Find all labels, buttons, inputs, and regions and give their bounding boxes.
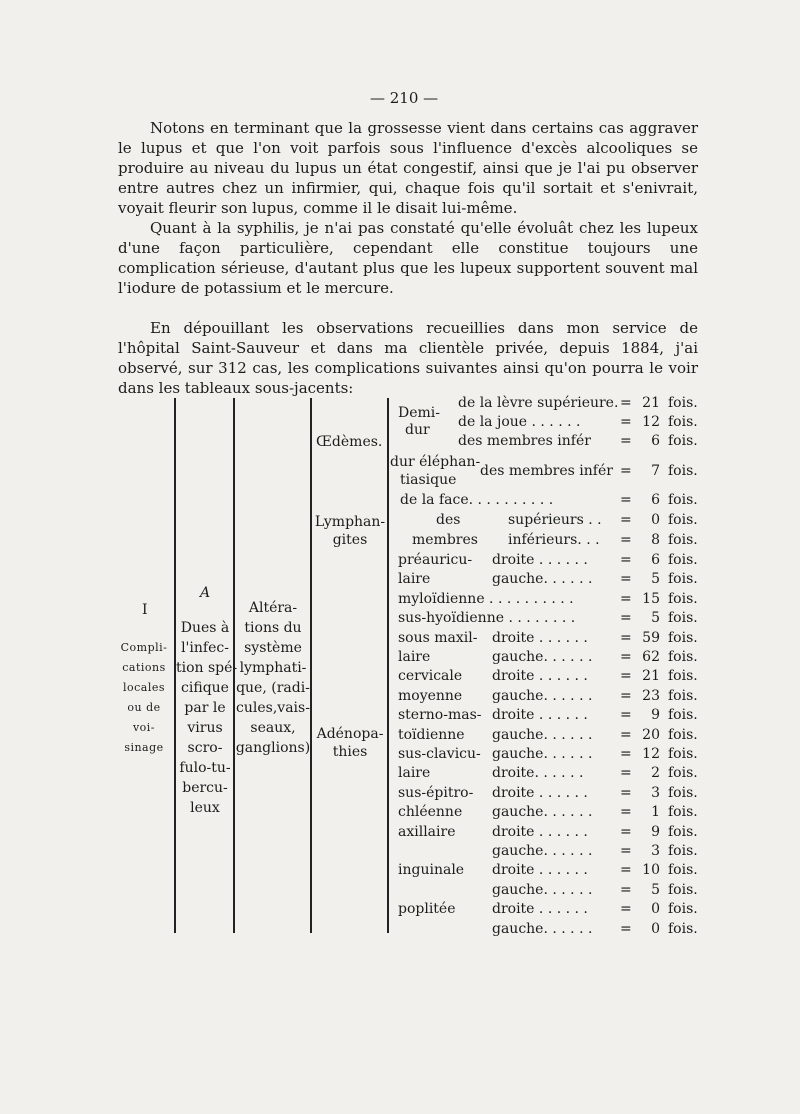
adeno-row-16-equals: =	[620, 843, 632, 859]
adeno-row-19-value: 0	[651, 901, 660, 917]
adeno-row-11-equals: =	[620, 746, 632, 762]
adeno-row-4-value: 5	[651, 610, 660, 626]
adeno-row-7-label: droite . . . . . .	[492, 668, 588, 684]
paragraph-1: Notons en terminant que la grossesse vient dans certains cas aggraver le lupus et que l'on voit parfois sous l'influence d'excès alcooliques se produire au niveau du lupus un état congestif, ainsi que je l'ai pu observer entre autres chez un infirmier, qui, chaque fois qu'il sortait et s'enivrait, voyait fleurir son lupus, comme il le disait lui-même.	[118, 119, 698, 217]
adeno-row-5-label: droite . . . . . .	[492, 630, 588, 646]
adeno-row-17-group: inguinale	[398, 862, 465, 878]
col3-line6: cules,vais-	[236, 700, 310, 716]
adeno-row-11-label: gauche. . . . . .	[492, 746, 593, 762]
lymph-row-3-fois: fois.	[668, 532, 698, 548]
oedemes-row-2-fois: fois.	[668, 414, 698, 430]
col2-line3: tion spé-	[176, 660, 238, 676]
adeno-row-13-value: 3	[651, 785, 660, 801]
oedemes-dur-1: dur éléphan-	[390, 454, 481, 470]
col2-line4: cifique	[181, 680, 229, 696]
adenopathies-label-1: Adénopa-	[316, 726, 384, 742]
col1-line2: cations	[122, 661, 166, 674]
adeno-row-3-fois: fois.	[668, 591, 698, 607]
adeno-row-20-fois: fois.	[668, 921, 698, 937]
adeno-row-15-label: droite . . . . . .	[492, 824, 588, 840]
oedemes-row-1-value: 21	[642, 395, 660, 411]
oedemes-row-2-equals: =	[620, 414, 632, 430]
lymph-row-1-value: 6	[651, 492, 660, 508]
adeno-row-11-group: sus-clavicu-	[398, 746, 481, 762]
lymph-row-1-fois: fois.	[668, 492, 698, 508]
adeno-row-9-label: droite . . . . . .	[492, 707, 588, 723]
adeno-row-12-fois: fois.	[668, 765, 698, 781]
adeno-row-12-equals: =	[620, 765, 632, 781]
adeno-row-3-label: myloïdienne . . . . . . . . . .	[398, 591, 574, 607]
adeno-row-10-value: 20	[642, 727, 660, 743]
col2-line7: scro-	[187, 740, 223, 756]
adeno-row-9-equals: =	[620, 707, 632, 723]
col2-line10: leux	[190, 800, 220, 816]
adeno-row-6-value: 62	[642, 649, 660, 665]
adeno-row-10-group: toïdienne	[398, 727, 465, 743]
col3-line8: ganglions)	[235, 740, 311, 756]
adenopathies-label-2: thies	[332, 744, 368, 760]
col1-line3: locales	[122, 681, 166, 694]
lymphangites-label-1: Lymphan-	[314, 514, 386, 530]
adeno-row-9-value: 9	[651, 707, 660, 723]
adeno-row-6-equals: =	[620, 649, 632, 665]
oedemes-row-3-label: des membres infér	[458, 433, 591, 449]
adeno-row-6-fois: fois.	[668, 649, 698, 665]
adeno-row-16-value: 3	[651, 843, 660, 859]
adeno-row-17-fois: fois.	[668, 862, 698, 878]
adeno-row-14-value: 1	[651, 804, 660, 820]
paragraph-2: Quant à la syphilis, je n'ai pas constaté qu'elle évoluât chez les lupeux d'une façon particulière, cependant elle constitue toujours une complication sérieuse, d'autant plus que les lupeux supportent souvent mal l'iodure de potassium et le mercure.	[118, 219, 698, 297]
adeno-row-5-fois: fois.	[668, 630, 698, 646]
oedemes-row-4-label: des membres infér	[480, 463, 613, 479]
col1-line6: sinage	[124, 741, 164, 754]
adeno-row-2-group: laire	[398, 571, 431, 587]
lymph-row-3-value: 8	[651, 532, 660, 548]
oedemes-row-1-label: de la lèvre supérieure.	[458, 395, 619, 411]
adeno-row-1-label: droite . . . . . .	[492, 552, 588, 568]
col3-line7: seaux,	[250, 720, 296, 736]
col1-line1: Compli-	[120, 641, 168, 654]
lymph-row-3-label: inférieurs. . .	[508, 532, 600, 548]
col2-line6: virus	[187, 720, 223, 736]
adeno-row-8-group: moyenne	[398, 688, 463, 704]
col2-line9: bercu-	[182, 780, 228, 796]
table-rule-4	[387, 398, 389, 933]
oedemes-row-4-fois: fois.	[668, 463, 698, 479]
oedemes-row-1-fois: fois.	[668, 395, 698, 411]
adeno-row-17-equals: =	[620, 862, 632, 878]
adeno-row-13-fois: fois.	[668, 785, 698, 801]
adeno-row-9-fois: fois.	[668, 707, 698, 723]
adeno-row-1-value: 6	[651, 552, 660, 568]
oedemes-row-3-equals: =	[620, 433, 632, 449]
adeno-row-16-label: gauche. . . . . .	[492, 843, 593, 859]
adeno-row-9-group: sterno-mas-	[398, 707, 482, 723]
adeno-row-13-label: droite . . . . . .	[492, 785, 588, 801]
lymph-row-2-equals: =	[620, 512, 632, 528]
adeno-row-8-fois: fois.	[668, 688, 698, 704]
adeno-row-3-equals: =	[620, 591, 632, 607]
col2-letter: A	[199, 585, 211, 601]
oedemes-dur-2: tiasique	[400, 472, 457, 488]
adeno-row-14-fois: fois.	[668, 804, 698, 820]
adeno-row-18-value: 5	[651, 882, 660, 898]
adeno-row-19-group: poplitée	[398, 901, 456, 917]
adeno-row-14-equals: =	[620, 804, 632, 820]
lymph-membres-2: membres	[412, 532, 478, 548]
adeno-row-15-group: axillaire	[398, 824, 456, 840]
col1-line4: ou de	[127, 701, 161, 714]
adeno-row-19-fois: fois.	[668, 901, 698, 917]
paragraph-3: En dépouillant les observations recueillies dans mon service de l'hôpital Saint-Sauveur et dans ma clientèle privée, depuis 1884, j'ai observé, sur 312 cas, les complications suivantes ainsi qu'on pourra le voir dans les tableaux sous-jacents:	[118, 319, 698, 397]
adeno-row-2-equals: =	[620, 571, 632, 587]
col3-line3: système	[244, 640, 302, 656]
adeno-row-13-equals: =	[620, 785, 632, 801]
lymph-row-2-fois: fois.	[668, 512, 698, 528]
adeno-row-16-fois: fois.	[668, 843, 698, 859]
adeno-row-10-label: gauche. . . . . .	[492, 727, 593, 743]
adeno-row-1-equals: =	[620, 552, 632, 568]
oedemes-row-1-equals: =	[620, 395, 632, 411]
adeno-row-7-fois: fois.	[668, 668, 698, 684]
adeno-row-2-label: gauche. . . . . .	[492, 571, 593, 587]
oedemes-row-4-equals: =	[620, 463, 632, 479]
lymph-row-1-label: de la face. . . . . . . . . .	[400, 492, 554, 508]
oedemes-row-3-fois: fois.	[668, 433, 698, 449]
lymphangites-label-2: gites	[332, 532, 368, 548]
lymph-membres-1: des	[436, 512, 461, 528]
oedemes-demi-1: Demi-	[398, 405, 440, 421]
col1-roman: I	[142, 602, 148, 618]
lymph-row-2-value: 0	[651, 512, 660, 528]
adeno-row-10-fois: fois.	[668, 727, 698, 743]
adeno-row-8-value: 23	[642, 688, 660, 704]
adeno-row-18-label: gauche. . . . . .	[492, 882, 593, 898]
lymph-row-1-equals: =	[620, 492, 632, 508]
oedemes-label: Œdèmes.	[316, 434, 383, 450]
adeno-row-14-label: gauche. . . . . .	[492, 804, 593, 820]
adeno-row-2-value: 5	[651, 571, 660, 587]
adeno-row-14-group: chléenne	[398, 804, 463, 820]
adeno-row-6-label: gauche. . . . . .	[492, 649, 593, 665]
col1-line5: voi-	[132, 721, 156, 734]
adeno-row-10-equals: =	[620, 727, 632, 743]
adeno-row-8-label: gauche. . . . . .	[492, 688, 593, 704]
adeno-row-6-group: laire	[398, 649, 431, 665]
adeno-row-4-equals: =	[620, 610, 632, 626]
adeno-row-5-equals: =	[620, 630, 632, 646]
adeno-row-12-value: 2	[651, 765, 660, 781]
adeno-row-7-group: cervicale	[398, 668, 463, 684]
col2-line8: fulo-tu-	[179, 760, 231, 776]
col3-line2: tions du	[244, 620, 302, 636]
adeno-row-2-fois: fois.	[668, 571, 698, 587]
adeno-row-15-equals: =	[620, 824, 632, 840]
oedemes-row-2-label: de la joue . . . . . .	[458, 414, 581, 430]
adeno-row-17-label: droite . . . . . .	[492, 862, 588, 878]
adeno-row-7-value: 21	[642, 668, 660, 684]
adeno-row-19-equals: =	[620, 901, 632, 917]
oedemes-demi-2: dur	[405, 422, 430, 438]
adeno-row-20-label: gauche. . . . . .	[492, 921, 593, 937]
adeno-row-3-value: 15	[642, 591, 660, 607]
adeno-row-15-value: 9	[651, 824, 660, 840]
adeno-row-20-value: 0	[651, 921, 660, 937]
adeno-row-20-equals: =	[620, 921, 632, 937]
adeno-row-13-group: sus-épitro-	[398, 785, 474, 801]
adeno-row-18-fois: fois.	[668, 882, 698, 898]
col2-line5: par le	[184, 700, 226, 716]
adeno-row-15-fois: fois.	[668, 824, 698, 840]
oedemes-row-2-value: 12	[642, 414, 660, 430]
adeno-row-5-value: 59	[642, 630, 660, 646]
adeno-row-4-label: sus-hyoïdienne . . . . . . . .	[398, 610, 576, 626]
col2-line2: l'infec-	[181, 640, 229, 656]
col3-line5: que, (radi-	[236, 680, 310, 696]
oedemes-row-4-value: 7	[651, 463, 660, 479]
adeno-row-18-equals: =	[620, 882, 632, 898]
oedemes-row-3-value: 6	[651, 433, 660, 449]
adeno-row-5-group: sous maxil-	[398, 630, 478, 646]
col3-line4: lymphati-	[239, 660, 307, 676]
adeno-row-8-equals: =	[620, 688, 632, 704]
adeno-row-12-group: laire	[398, 765, 431, 781]
col2-line1: Dues à	[180, 620, 230, 636]
adeno-row-1-group: préauricu-	[398, 552, 473, 568]
adeno-row-4-fois: fois.	[668, 610, 698, 626]
page-number: — 210 —	[370, 89, 439, 107]
adeno-row-1-fois: fois.	[668, 552, 698, 568]
adeno-row-11-fois: fois.	[668, 746, 698, 762]
adeno-row-12-label: droite. . . . . .	[492, 765, 584, 781]
adeno-row-19-label: droite . . . . . .	[492, 901, 588, 917]
lymph-row-3-equals: =	[620, 532, 632, 548]
lymph-row-2-label: supérieurs . .	[508, 512, 602, 528]
adeno-row-17-value: 10	[642, 862, 660, 878]
adeno-row-7-equals: =	[620, 668, 632, 684]
adeno-row-11-value: 12	[642, 746, 660, 762]
col3-line1: Altéra-	[248, 600, 298, 616]
